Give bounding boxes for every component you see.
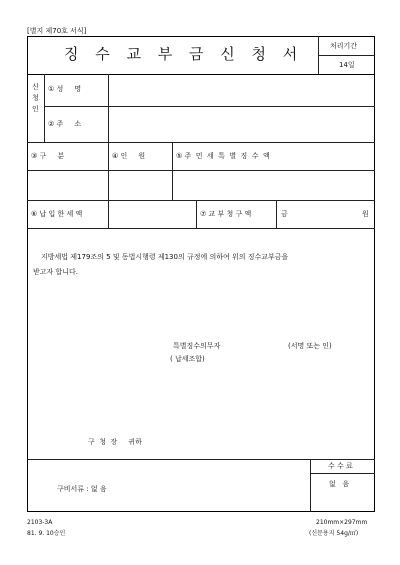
- row-line-4: [27, 200, 375, 201]
- fee-divider: [310, 459, 311, 512]
- processing-divider: [318, 55, 375, 56]
- applicant-char-3: 인: [32, 105, 39, 113]
- amount-prefix: 금: [281, 210, 288, 218]
- row-line-1: [27, 74, 375, 75]
- fee-label: 수 수 료: [328, 462, 353, 470]
- row4-divider-2: [196, 200, 197, 228]
- addressee: 구 청 장 귀하: [88, 438, 142, 446]
- persons-label: ④ 인 원: [112, 152, 146, 160]
- special-tax-label: ⑤ 주 민 세 특 별 징 수 액: [176, 152, 270, 160]
- row4-divider-1: [108, 200, 109, 228]
- row-line-6: [27, 459, 375, 460]
- addressee-field[interactable]: [40, 434, 84, 448]
- row-line-3: [27, 170, 375, 171]
- address-label: ② 주 소: [48, 120, 82, 128]
- form-number: 2103-3A: [27, 519, 53, 526]
- row4-divider-3: [276, 200, 277, 228]
- persons-field[interactable]: [110, 172, 171, 199]
- signature-field[interactable]: [232, 338, 284, 352]
- form-title: 징 수 교 부 금 신 청 서: [64, 45, 304, 63]
- paper-type: (신문용지 54g/㎡): [309, 530, 359, 537]
- taxpayer-label: ( 납세조합): [170, 355, 205, 363]
- row-line-2: [27, 142, 375, 143]
- name-field[interactable]: [110, 76, 374, 105]
- form-tag: [별지 제70호 서식]: [27, 27, 87, 35]
- applicant-divider: [44, 74, 45, 142]
- applicant-char-2: 청: [32, 94, 39, 102]
- row-line-5: [27, 228, 375, 229]
- processing-value: 14일: [339, 61, 355, 69]
- grant-amount-field[interactable]: [292, 202, 358, 227]
- row3-divider-2: [172, 142, 173, 200]
- fee-value: 없 음: [329, 480, 350, 488]
- row-line-name: [44, 106, 375, 107]
- special-tax-field[interactable]: [174, 172, 374, 199]
- fee-row-line: [310, 473, 375, 474]
- category-field[interactable]: [29, 172, 107, 199]
- paid-tax-field[interactable]: [110, 202, 195, 227]
- category-label: ③ 구 분: [31, 152, 65, 160]
- grant-request-label: ⑦ 교 부 청 구 액: [200, 210, 252, 218]
- applicant-label-divider: [108, 74, 109, 142]
- name-label: ① 성 명: [48, 85, 82, 93]
- collector-label: 특별징수의무자: [173, 342, 221, 350]
- amount-unit: 원: [362, 210, 369, 218]
- approval-date: 81. 9. 10승인: [27, 530, 66, 537]
- row3-divider-1: [108, 142, 109, 200]
- paid-tax-label: ⑥ 납 입 한 세 액: [31, 210, 83, 218]
- body-text-line-2: 받고자 합니다.: [33, 268, 79, 276]
- documents-label: 구비서류 : 없 음: [57, 485, 107, 493]
- address-field[interactable]: [110, 108, 374, 141]
- body-text-line-1: 지방세법 제179조의 5 및 동법시행령 제130의 규정에 의하여 위의 징수교부금을: [41, 253, 289, 261]
- signature-label: (서명 또는 인): [288, 342, 332, 350]
- applicant-char-1: 신: [32, 83, 39, 91]
- processing-label: 처리기간: [330, 42, 358, 50]
- paper-size: 210mm×297mm: [316, 519, 368, 526]
